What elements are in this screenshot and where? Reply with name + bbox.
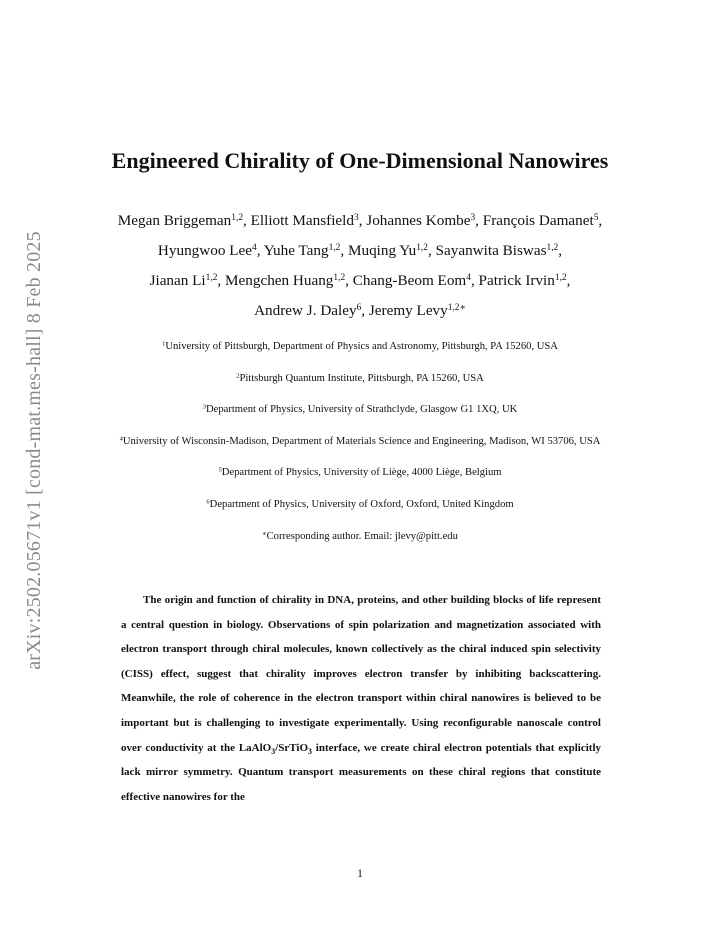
affiliation: $^4$University of Wisconsin-Madison, Department of Materials Science and Engineering, Madison, WI 53706, USA [119,435,601,447]
affiliation: $^6$Department of Physics, University of Oxford, Oxford, United Kingdom [206,498,514,510]
page-number: 1 [357,868,363,880]
author: Johannes Kombe$^3$, [366,212,483,229]
affiliation: $^2$Pittsburgh Quantum Institute, Pittsburgh, PA 15260, USA [236,371,484,384]
arxiv-identifier-text: arXiv:2502.05671v1 [cond-mat.mes-hall] 8 Feb 2025 [22,230,45,670]
author: Megan Briggeman$^{1,2}$, [117,212,251,229]
affiliation-list [60,337,660,558]
corresponding-author-note: ∗Corresponding author. Email: jlevy@pitt.edu [262,529,458,542]
author: François Damanet$^5$, [482,212,603,229]
author: Jianan Li$^{1,2}$, [149,272,226,289]
affiliation: $^3$Department of Physics, University of Strathclyde, Glasgow G1 1XQ, UK [202,403,518,416]
abstract-text: interface, we create chiral electron potentials that explicitly lack mirror symmetry. Quantum transport measurements on these chiral regions that constitute effective nanowires for the [121,741,602,803]
affiliation: $^1$University of Pittsburgh, Department of Physics and Astronomy, Pittsburgh, PA 15260, USA [162,340,558,352]
author: Andrew J. Daley$^6$, [254,302,369,319]
author: Chang-Beom Eom$^4$, [352,272,479,289]
chemical-formula: LaAlO$_3$/SrTiO$_3$ [238,741,312,756]
arxiv-identifier [12,210,56,690]
author: Elliott Mansfield$^3$, [250,212,367,229]
author: Patrick Irvin$^{1,2}$, [478,272,571,289]
author: Jeremy Levy$^{1,2∗}$ [368,302,466,319]
author: Mengchen Huang$^{1,2}$, [225,272,353,289]
author: Sayanwita Biswas$^{1,2}$, [435,242,563,259]
author: Hyungwoo Lee$^4$, [157,242,264,259]
abstract [121,588,601,809]
author: Yuhe Tang$^{1,2}$, [263,242,348,259]
paper-title: Engineered Chirality of One-Dimensional Nanowires [111,148,609,173]
author: Muqing Yu$^{1,2}$, [347,242,436,259]
author-list [70,206,650,326]
affiliation: $^5$Department of Physics, University of Liège, 4000 Liège, Belgium [218,466,502,479]
abstract-text: The origin and function of chirality in DNA, proteins, and other building blocks of life represent a central question in biology. Observations of spin polarization and magnetization associated with electron transport through chiral molecules, known collectively as the chiral induced spin selectivity (CISS) effect, suggest that chirality improves electron transfer by inhibiting backscattering. Meanwhile, the role of coherence in the electron transport within chiral nanowires is believed to be important but is challenging to investigate experimentally. Using reconfigurable nanoscale control over conductivity at the [121,594,601,754]
